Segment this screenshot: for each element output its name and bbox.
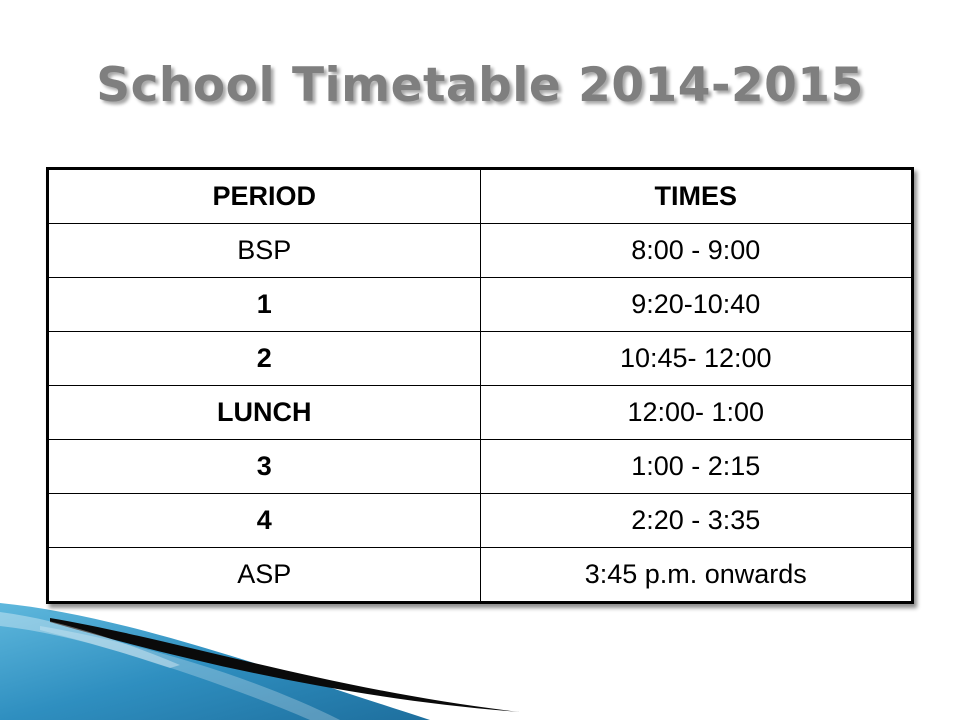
column-header-period: PERIOD [48, 169, 481, 224]
timetable [46, 167, 914, 604]
table-header-row [48, 169, 913, 224]
time-cell: 12:00- 1:00 [480, 386, 913, 440]
time-cell: 3:45 p.m. onwards [480, 548, 913, 603]
period-cell: ASP [48, 548, 481, 603]
period-cell: 1 [48, 278, 481, 332]
time-cell: 10:45- 12:00 [480, 332, 913, 386]
time-cell: 1:00 - 2:15 [480, 440, 913, 494]
period-cell: LUNCH [48, 386, 481, 440]
table-row [48, 548, 913, 603]
table-row [48, 332, 913, 386]
period-cell: 2 [48, 332, 481, 386]
table-row [48, 224, 913, 278]
time-cell: 8:00 - 9:00 [480, 224, 913, 278]
table-row [48, 386, 913, 440]
column-header-times: TIMES [480, 169, 913, 224]
period-cell: 3 [48, 440, 481, 494]
table-row [48, 494, 913, 548]
period-cell: BSP [48, 224, 481, 278]
table-row [48, 278, 913, 332]
time-cell: 9:20-10:40 [480, 278, 913, 332]
period-cell: 4 [48, 494, 481, 548]
page-title: School Timetable 2014-2015 [96, 58, 864, 113]
table-row [48, 440, 913, 494]
time-cell: 2:20 - 3:35 [480, 494, 913, 548]
